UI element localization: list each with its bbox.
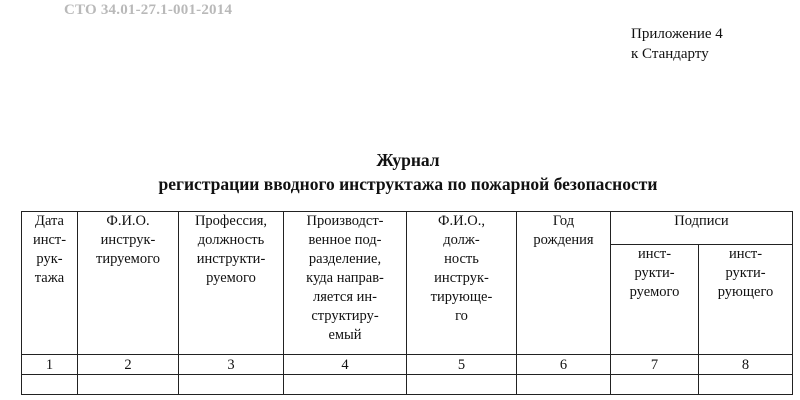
empty-cell — [699, 375, 793, 395]
empty-cell — [611, 375, 699, 395]
document-code: СТО 34.01-27.1-001-2014 — [64, 2, 233, 18]
column-number: 2 — [78, 355, 179, 375]
column-number: 6 — [517, 355, 611, 375]
empty-cell — [179, 375, 284, 395]
column-number: 8 — [699, 355, 793, 375]
registration-table — [21, 211, 793, 395]
table-header-row — [22, 212, 793, 245]
appendix-line: Приложение 4 — [631, 26, 723, 42]
column-header-trainee-name: Ф.И.О. инструк- тируемого — [78, 212, 179, 355]
empty-cell — [284, 375, 407, 395]
column-header-trainee-signature: инст- рукти- руемого — [611, 245, 699, 355]
column-number-row — [22, 355, 793, 375]
journal-title: Журнал — [376, 150, 440, 170]
column-number: 7 — [611, 355, 699, 375]
empty-cell — [517, 375, 611, 395]
column-header-profession: Профессия, должность инструкти- руемого — [179, 212, 284, 355]
appendix-standard-line: к Стандарту — [631, 46, 709, 62]
column-header-instructor-signature: инст- рукти- рующего — [699, 245, 793, 355]
column-header-department: Производст- венное под- разделение, куда направ- ляется ин- структиру- емый — [284, 212, 407, 355]
column-header-signatures: Подписи — [611, 212, 793, 245]
empty-cell — [407, 375, 517, 395]
column-number: 5 — [407, 355, 517, 375]
appendix-note — [631, 24, 723, 64]
column-header-date: Дата инст- рук- тажа — [22, 212, 78, 355]
journal-subtitle: регистрации вводного инструктажа по пожарной безопасности — [158, 174, 658, 194]
column-number: 4 — [284, 355, 407, 375]
empty-cell — [22, 375, 78, 395]
column-header-instructor: Ф.И.О., долж- ность инструк- тирующе- го — [407, 212, 517, 355]
column-header-birth-year: Год рождения — [517, 212, 611, 355]
table-row — [22, 375, 793, 395]
empty-cell — [78, 375, 179, 395]
column-number: 3 — [179, 355, 284, 375]
column-number: 1 — [22, 355, 78, 375]
